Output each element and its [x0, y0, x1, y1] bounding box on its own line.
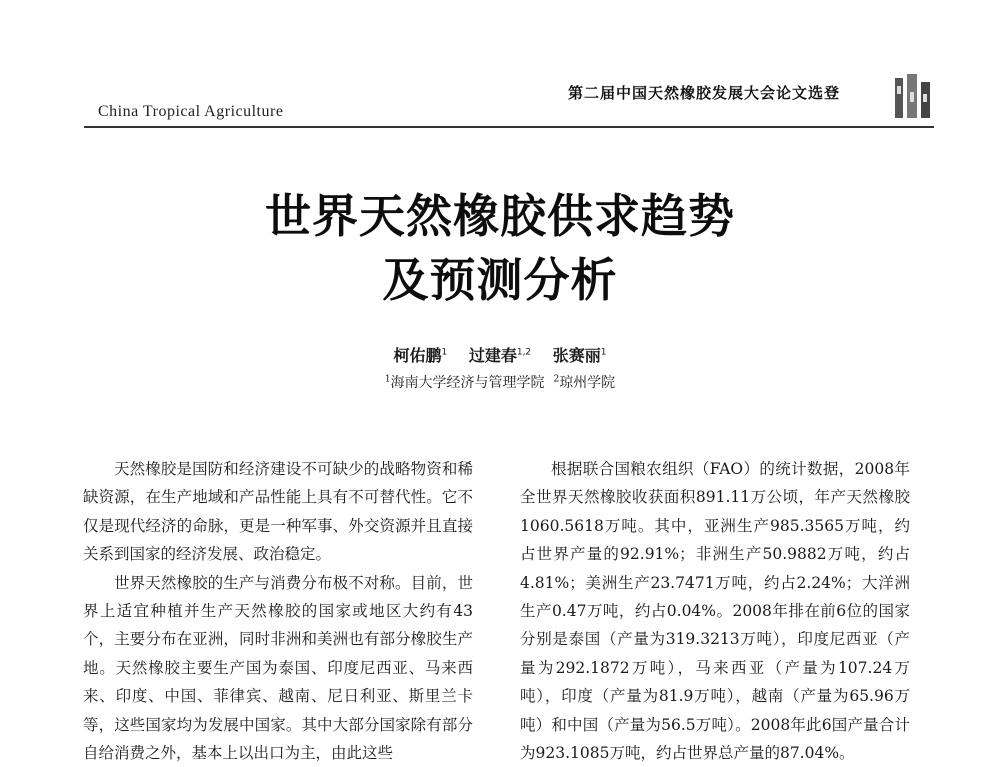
journal-name: China Tropical Agriculture	[98, 103, 284, 120]
body-column-left	[83, 455, 473, 767]
body-column-right	[520, 455, 910, 767]
author: 张赛丽$^1$	[552, 346, 607, 365]
paragraph: 根据联合国粮农组织（FAO）的统计数据，2008年全世界天然橡胶收获面积891.11万公顷，年产天然橡胶1060.5618万吨。其中，亚洲生产985.3565万吨，约占世界产量的92.91%；非洲生产50.9882万吨，约占4.81%；美洲生产23.7471万吨，约占2.24%；大洋洲生产0.47万吨，约占0.04%。2008年排在前6位的国家分别是泰国（产量为319.3213万吨），印度尼西亚（产量为292.1872万吨），马来西亚（产量为107.24万吨），印度（产量为81.9万吨），越南（产量为65.96万吨）和中国（产量为56.5万吨）。2008年此6国产量合计为923.1085万吨，约占世界总产量的87.04%。	[520, 460, 910, 763]
affiliation: 海南大学经济与管理学院	[390, 375, 545, 391]
title-line-1: 世界天然橡胶供求趋势	[265, 189, 735, 243]
header-rule	[84, 126, 934, 128]
author-list	[0, 343, 1000, 366]
title-line-2: 及预测分析	[382, 253, 618, 307]
series-title: 第二届中国天然橡胶发展大会论文选登	[568, 84, 841, 102]
paragraph: 天然橡胶是国防和经济建设不可缺少的战略物资和稀缺资源，在生产地域和产品性能上具有不可替代性。它不仅是现代经济的命脉，更是一种军事、外交资源并且直接关系到国家的经济发展、政治稳定。	[83, 460, 473, 564]
author: 柯佑鹏$^1$	[393, 346, 448, 365]
journal-logo-icon	[893, 72, 933, 122]
affiliations: $^1$海南大学经济与管理学院 $^2$琼州学院	[384, 374, 616, 391]
author: 过建春$^{1,2}$	[468, 346, 532, 365]
affiliation: 琼州学院	[559, 375, 616, 391]
paragraph: 世界天然橡胶的生产与消费分布极不对称。目前，世界上适宜种植并生产天然橡胶的国家或地区大约有43个，主要分布在亚洲，同时非洲和美洲也有部分橡胶生产地。天然橡胶主要生产国为泰国、印度尼西亚、马来西来、印度、中国、菲律宾、越南、尼日利亚、斯里兰卡等，这些国家均为发展中国家。其中大部分国家除有部分自给消费之外，基本上以出口为主，由此这些	[83, 573, 473, 763]
